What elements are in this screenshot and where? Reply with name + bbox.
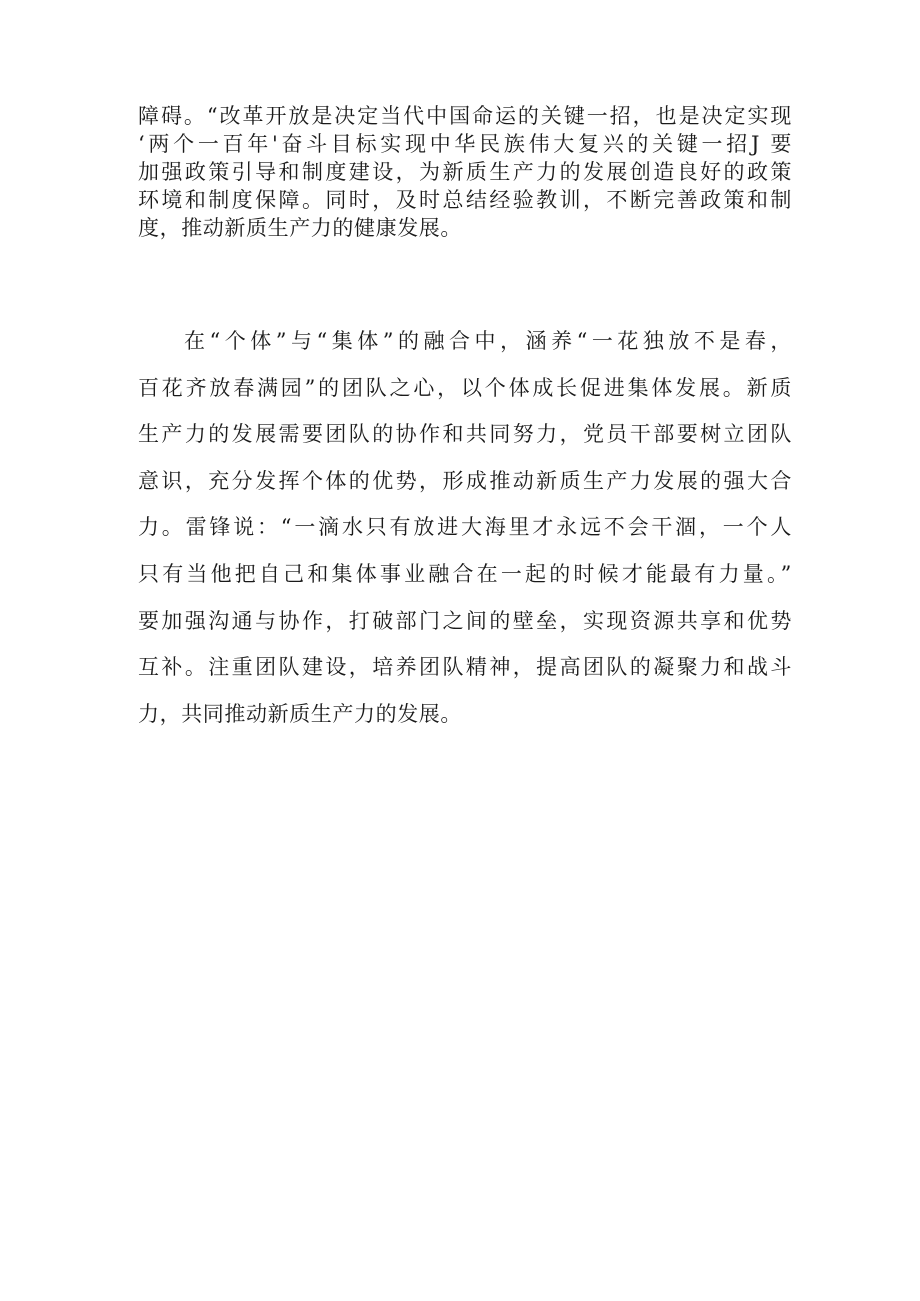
text-line: 度，推动新质生产力的健康发展。 [138, 216, 462, 240]
text-line: 在“个体”与“集体”的融合中，涵养“一花独放不是春， [184, 329, 792, 353]
text-line: 百花齐放春满园”的团队之心，以个体成长促进集体发展。新质 [138, 375, 792, 400]
text-line: 力。雷锋说：“一滴水只有放进大海里才永远不会干涸，一个人 [138, 515, 792, 540]
text-line: 环境和制度保障。同时，及时总结经验教训，不断完善政策和制 [138, 188, 792, 212]
paragraph-individual-collective [138, 318, 792, 737]
paragraph-reform-policy [138, 102, 792, 242]
text-line: 障碍。“改革开放是决定当代中国命运的关键一招，也是决定实现 [138, 104, 792, 128]
text-line: 要加强沟通与协作，打破部门之间的壁垒，实现资源共享和优势 [138, 608, 792, 633]
text-line: 生产力的发展需要团队的协作和共同努力，党员干部要树立团队 [138, 422, 792, 447]
text-line: 只有当他把自己和集体事业融合在一起的时候才能最有力量。” [138, 561, 792, 586]
text-line: 互补。注重团队建设，培养团队精神，提高团队的凝聚力和战斗 [138, 655, 792, 680]
text-line: 加强政策引导和制度建设，为新质生产力的发展创造良好的政策 [138, 160, 792, 184]
text-line: 力，共同推动新质生产力的发展。 [138, 701, 462, 726]
text-line: ‘两个一百年'奋斗目标实现中华民族伟大复兴的关键一招J 要 [138, 132, 792, 156]
text-line: 意识，充分发挥个体的优势，形成推动新质生产力发展的强大合 [138, 468, 792, 493]
